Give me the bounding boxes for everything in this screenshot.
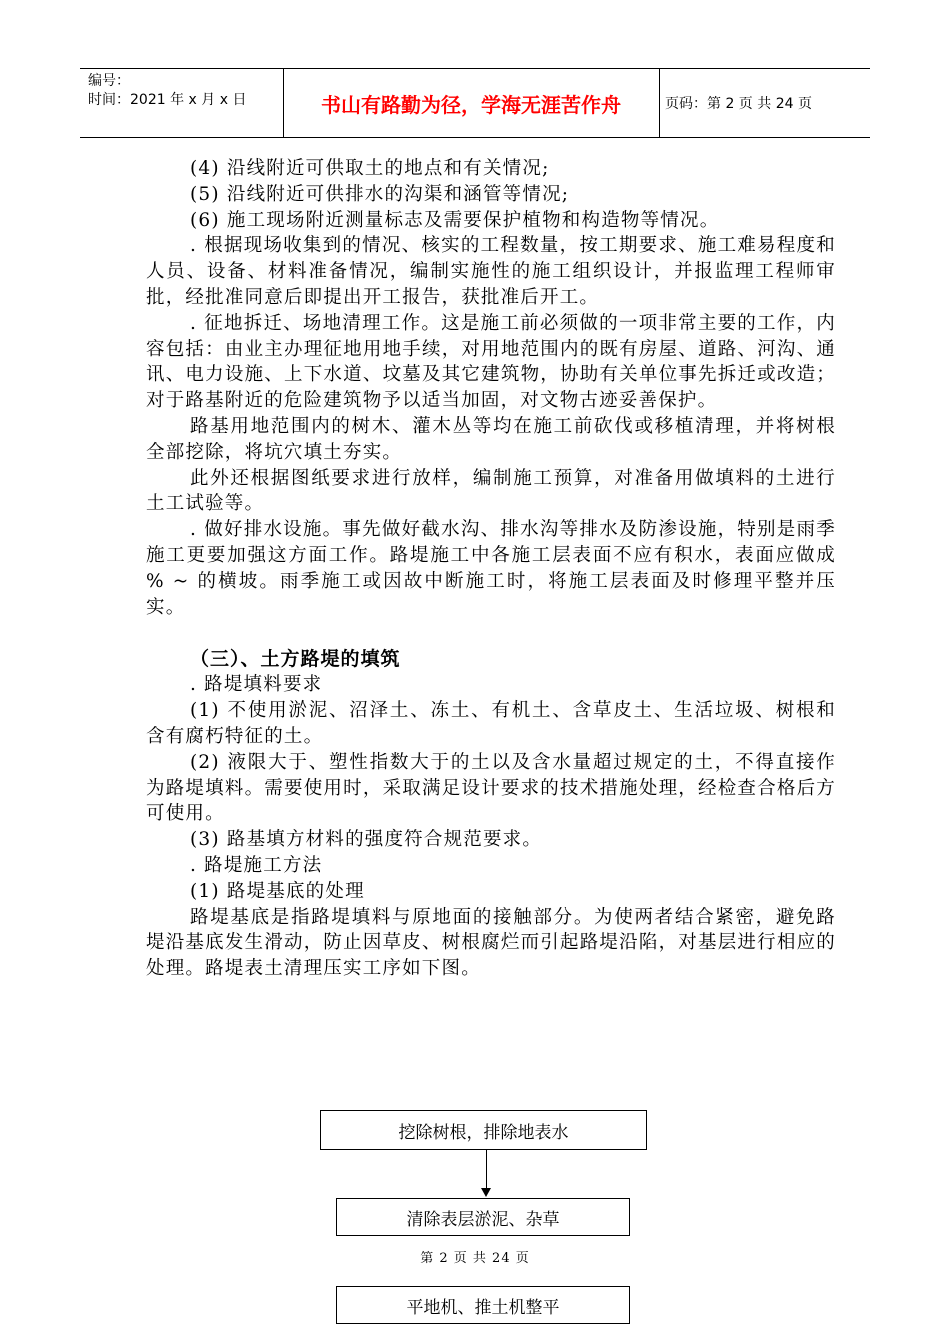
paragraph: 此外还根据图纸要求进行放样，编制施工预算，对准备用做填料的土进行土工试验等。 <box>146 467 836 515</box>
paragraph: (4) 沿线附近可供取土的地点和有关情况; <box>190 158 550 179</box>
paragraph: (1) 不使用淤泥、沼泽土、冻土、有机土、含草皮土、生活垃圾、树根和含有腐朽特征的土。 <box>146 700 836 747</box>
header-meta <box>88 72 283 110</box>
paragraph: . 做好排水设施。事先做好截水沟、排水沟等排水及防渗设施，特别是雨季施工更要加强这方面工作。路堤施工中各施工层表面不应有积水，表面应做成 % ~ 的横坡。雨季施工或因故中断施工时，将施工层表面及时修理平整并压实。 <box>146 519 836 618</box>
number-label: 编号： <box>88 73 130 89</box>
flow-step-label: 挖除树根，排除地表水 <box>398 1122 569 1143</box>
paragraph: (2) 液限大于、塑性指数大于的土以及含水量超过规定的土，不得直接作为路堤填料。需要使用时，采取满足设计要求的技术措施处理，经检查合格后方可使用。 <box>146 751 836 825</box>
flow-step-label: 清除表层淤泥、杂草 <box>406 1209 560 1230</box>
paragraph: (5) 沿线附近可供排水的沟渠和涵管等情况; <box>190 183 570 205</box>
flow-step-label: 平地机、推土机整平 <box>406 1297 560 1318</box>
paragraph: 路基用地范围内的树木、灌木丛等均在施工前砍伐或移植清理，并将树根全部挖除，将坑穴填土夯实。 <box>146 415 836 463</box>
flow-step-box <box>320 1110 647 1150</box>
flow-step-box <box>336 1286 630 1324</box>
paragraph: . 路堤施工方法 <box>190 854 323 876</box>
arrow-down-icon <box>481 1188 491 1197</box>
header-divider <box>659 69 660 137</box>
paragraph: . 征地拆迁、场地清理工作。这是施工前必须做的一项非常主要的工作，内容包括：由业主办理征地用地手续，对用地范围内的既有房屋、道路、河沟、通讯、电力设施、上下水道、坟墓及其它建筑物，协助有关单位事先拆迁或改造；对于路基附近的危险建筑物予以适当加固，对文物古迹妥善保护。 <box>146 312 836 412</box>
paragraph: . 根据现场收集到的情况、核实的工程数量，按工期要求、施工难易程度和人员、设备、材料准备情况，编制实施性的施工组织设计，并报监理工程师审批，经批准同意后即提出开工报告，获批准后开工。 <box>146 235 836 308</box>
header-motto: 书山有路勤为径，学海无涯苦作舟 <box>321 92 621 117</box>
paragraph: (6) 施工现场附近测量标志及需要保护植物和构造物等情况。 <box>190 209 720 231</box>
paragraph: . 路堤填料要求 <box>190 674 323 696</box>
page-header <box>80 68 870 138</box>
document-body <box>146 156 836 982</box>
flow-step-box <box>336 1198 630 1236</box>
page-footer: 第 2 页 共 24 页 <box>420 1251 530 1266</box>
flow-arrow-line <box>486 1149 487 1189</box>
header-page-label: 页码：第 2 页 共 24 页 <box>665 96 812 112</box>
section-heading: （三）、土方路堤的填筑 <box>190 648 401 671</box>
time-label: 时间：2021 年 x 月 x 日 <box>88 92 247 108</box>
paragraph: (1) 路堤基底的处理 <box>190 880 365 902</box>
paragraph: 路堤基底是指路堤填料与原地面的接触部分。为使两者结合紧密，避免路堤沿基底发生滑动，防止因草皮、树根腐烂而引起路堤沿陷，对基层进行相应的处理。路堤表土清理压实工序如下图。 <box>146 906 836 980</box>
paragraph: (3) 路基填方材料的强度符合规范要求。 <box>190 829 543 851</box>
